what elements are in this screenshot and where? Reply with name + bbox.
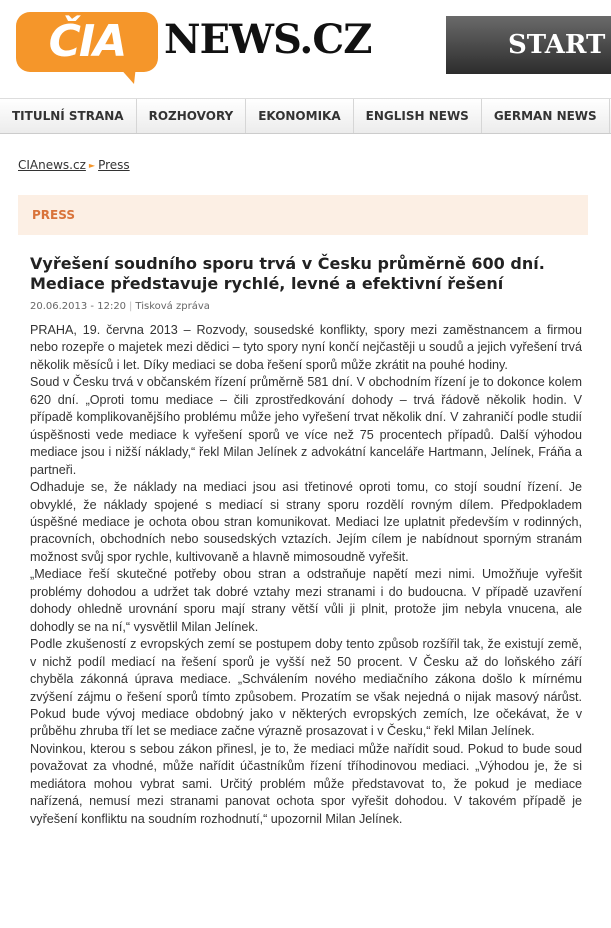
article-paragraph: Podle zkušeností z evropských zemí se postupem doby tento způsob rozšířil tak, že existují země, v nichž podíl mediací na řešení sporů je vyšší než 50 procent. V Česku až do loňského září chyběla zákonná úprava mediace. „Schválením nového mediačního zákona došlo k mírnému zvýšení zájmu o řešení sporů tímto způsobem. Prozatím se však nejedná o nijak masový nárůst. Pokud bude vývoj mediace obdobný jako v některých evropských zemích, lze očekávat, že v průběhu zhruba tří let se mediace začne výrazně prosazovat i v Česku,“ řekl Milan Jelínek. xyxy=(30,637,582,739)
article-paragraph: Odhaduje se, že náklady na mediaci jsou asi třetinové oproti tomu, co stojí soudní řízení. Je obvyklé, že náklady spojené s mediací si strany sporu rozdělí rovným dílem. Předpokladem úspěšné mediace je ochota obou stran komunikovat. Mediaci lze uplatnit především v rodinných, pracovních, obchodních nebo sousedských vztazích. Jejím cílem je nabídnout sporným stranám možnost svůj spor rychle, kultivovaně a hlavně mimosoudně vyřešit. xyxy=(30,480,582,564)
main-nav xyxy=(0,98,611,134)
start-banner[interactable]: START xyxy=(446,16,611,74)
article-paragraph: PRAHA, 19. června 2013 – Rozvody, sousedské konflikty, spory mezi zaměstnancem a firmou nebo rozepře o majetek mezi dědici – tyto spory nyní končí nejčastěji u soudů a jejich vyřešení trvá několik měsíců i let. Díky mediaci se doba řešení sporů může zkrátit na pouhé hodiny. xyxy=(30,323,582,372)
site-logo[interactable] xyxy=(16,12,158,82)
article-paragraph: Novinkou, kterou s sebou zákon přinesl, je to, že mediaci může nařídit soud. Pokud to bude soud považovat za vhodné, může nařídit účastníkům řízení tříhodinovou mediaci. „Výhodou je, že si mediátora mohou vybrat sami. Určitý problém může představovat to, že pokud je mediace nařízená, nemusí mezi stranami panovat ochota spor vyřešit dohodou. V takovém případě je vyřešení konfliktu na soudním rozhodnutí,“ upozornil Milan Jelínek. xyxy=(30,741,582,826)
article-date: 20.06.2013 - 12:20 xyxy=(30,301,127,312)
logo-bubble-tail xyxy=(118,66,136,84)
section-header xyxy=(18,195,588,235)
breadcrumb xyxy=(18,158,130,172)
breadcrumb-home-link[interactable]: CIAnews.cz xyxy=(18,158,86,172)
nav-item-rozhovory[interactable]: ROZHOVORY xyxy=(137,99,247,133)
logo-bubble: ČIA xyxy=(16,12,158,72)
nav-item-german-news[interactable]: GERMAN NEWS xyxy=(482,99,610,133)
site-brand[interactable]: NEWS.CZ xyxy=(164,16,372,63)
article-meta xyxy=(30,301,210,312)
breadcrumb-section-link[interactable]: Press xyxy=(98,158,130,172)
nav-item-titulni-strana[interactable]: TITULNÍ STRANA xyxy=(0,99,137,133)
site-header xyxy=(0,0,611,92)
article-title: Vyřešení soudního sporu trvá v Česku průměrně 600 dní. Mediace představuje rychlé, levné a efektivní řešení xyxy=(30,254,545,293)
meta-divider: | xyxy=(129,301,133,312)
article-paragraph: „Mediace řeší skutečné potřeby obou stran a odstraňuje napětí mezi nimi. Umožňuje vyřešit problémy dohodou a udržet tak dobré vztahy mezi stranami i do budoucna. V případě uzavření dohody ohledně urovnání sporu mají strany větší vůli ji plnit, protože jim nebyla vnucena, ale dohodly se na ní,“ vysvětlil Milan Jelínek. xyxy=(30,567,582,634)
nav-item-english-news[interactable]: ENGLISH NEWS xyxy=(354,99,482,133)
nav-item-ekonomika[interactable]: EKONOMIKA xyxy=(246,99,353,133)
article-type: Tisková zpráva xyxy=(135,301,210,312)
breadcrumb-arrow-icon: ► xyxy=(88,161,96,170)
article-body xyxy=(30,322,582,828)
article-paragraph: Soud v Česku trvá v občanském řízení průměrně 581 dní. V obchodním řízení je to dokonce kolem 620 dní. „Oproti tomu mediace – čili zprostředkování dohody – trvá řádově několik hodin. V případě komplikovanějšího problému může jeho vyřešení trvat několik dní. V zahraničí podle studií úspěšnosti vede mediace k vyřešení sporů ve více než 75 procentech případů. Další výhodou mediace jsou i nižší náklady,“ řekl Milan Jelínek z advokátní kanceláře Hartmann, Jelínek, Fráňa a partneři. xyxy=(30,375,582,477)
section-label: PRESS xyxy=(32,208,75,222)
